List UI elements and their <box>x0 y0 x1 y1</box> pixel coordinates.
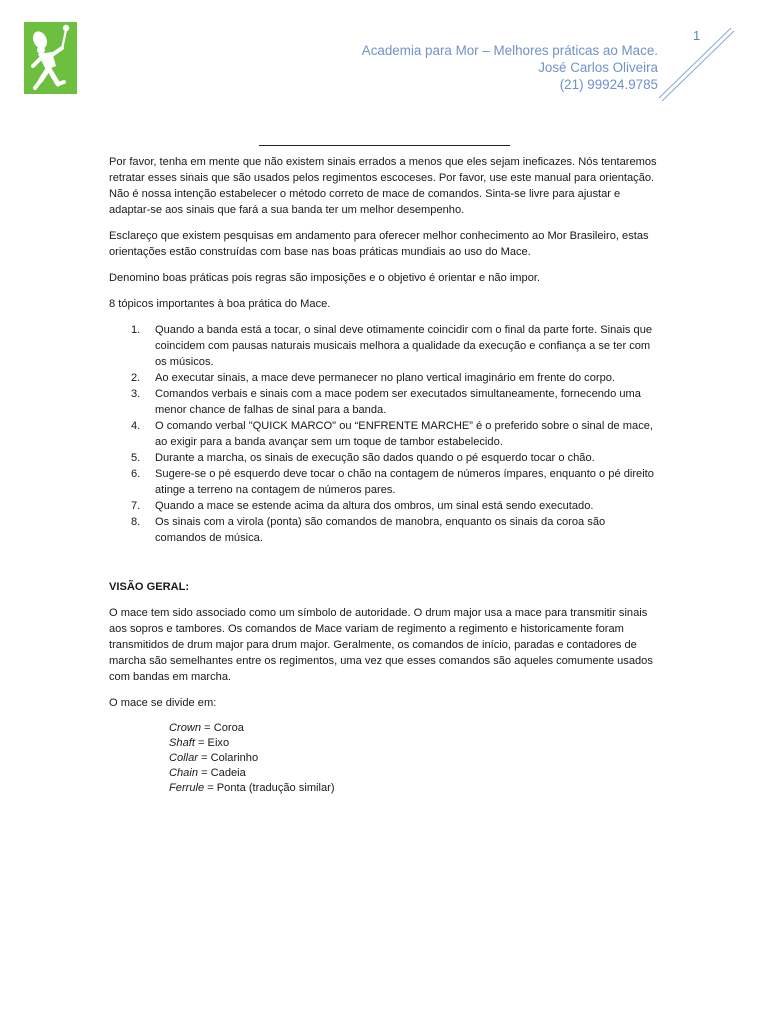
drum-major-figure-icon <box>24 22 77 94</box>
list-item-text: Comandos verbais e sinais com a mace podem ser executados simultaneamente, fornecendo uma menor chance de falhas de sinal para a banda. <box>155 388 641 416</box>
list-item <box>109 466 657 498</box>
part-meaning: = Eixo <box>194 737 230 749</box>
list-number: 5. <box>131 452 141 464</box>
intro-paragraph-3: Denomino boas práticas pois regras são imposições e o objetivo é orientar e não impor. <box>109 272 541 284</box>
list-number: 1. <box>131 324 141 336</box>
list-item <box>109 498 657 514</box>
list-number: 2. <box>131 372 141 384</box>
part-meaning: = Colarinho <box>197 752 259 764</box>
list-item <box>109 736 657 751</box>
list-item <box>109 766 657 781</box>
list-item <box>109 418 657 450</box>
mace-parts-list <box>109 721 657 796</box>
part-meaning: = Coroa <box>201 722 244 734</box>
list-item <box>109 322 657 370</box>
list-item-text: Sugere-se o pé esquerdo deve tocar o chão na contagem de números ímpares, enquanto o pé direito atinge a terreno na contagem de números pares. <box>155 468 654 496</box>
list-item-text: Ao executar sinais, a mace deve permanecer no plano vertical imaginário em frente do corpo. <box>155 372 616 384</box>
list-item-text: Quando a mace se estende acima da altura dos ombros, um sinal está sendo executado. <box>155 500 594 512</box>
overview-title: VISÃO GERAL: <box>109 581 190 593</box>
part-term: Crown <box>169 722 202 734</box>
list-item <box>109 514 657 546</box>
list-item <box>109 386 657 418</box>
part-term: Collar <box>169 752 198 764</box>
intro-paragraph-2: Esclareço que existem pesquisas em andamento para oferecer melhor conhecimento ao Mor Brasileiro, estas orientações estão construídas com base nas boas práticas mundiais ao uso do Mace. <box>109 230 649 258</box>
overview-text: O mace tem sido associado como um símbolo de autoridade. O drum major usa a mace para transmitir sinais aos sopros e tambores. Os comandos de Mace variam de regimento a regimento e historicamente foram transmitidos de drum major para drum major. Geralmente, os comandos de início, paradas e contadores de marcha são semelhantes entre os regimentos, uma vez que esses comandos são aqueles comumente usados com bandas em marcha. <box>109 607 653 683</box>
list-number: 8. <box>131 516 141 528</box>
list-number: 3. <box>131 388 141 400</box>
corner-decoration-lines <box>655 24 740 102</box>
part-meaning: = Cadeia <box>198 767 246 779</box>
list-number: 6. <box>131 468 141 480</box>
page-number: 1 <box>693 28 701 43</box>
topics-list <box>109 322 657 546</box>
list-number: 4. <box>131 420 141 432</box>
part-term: Shaft <box>169 737 195 749</box>
list-item <box>109 450 657 466</box>
part-term: Chain <box>169 767 198 779</box>
document-body <box>109 154 657 796</box>
document-header <box>362 42 658 93</box>
drum-major-mace-logo-icon <box>24 22 77 94</box>
list-item <box>109 751 657 766</box>
topics-heading: 8 tópicos importantes à boa prática do Mace. <box>109 298 331 310</box>
list-item-text: Quando a banda está a tocar, o sinal deve otimamente coincidir com o final da parte forte. Sinais que coincidem com pausas naturais musicais melhora a qualidade da execução e confiança a se ter com os músicos. <box>155 324 653 368</box>
document-title: Academia para Mor – Melhores práticas ao Mace. <box>361 43 658 58</box>
parts-intro: O mace se divide em: <box>109 697 217 709</box>
list-item-text: Durante a marcha, os sinais de execução são dados quando o pé esquerdo tocar o chão. <box>155 452 595 464</box>
list-item-text: O comando verbal "QUICK MARCO" ou “ENFRENTE MARCHE” é o preferido sobre o sinal de mace, ao exigir para a banda avançar sem um toque de tambor estabelecido. <box>155 420 654 448</box>
list-item <box>109 781 657 796</box>
part-meaning: = Ponta (tradução similar) <box>204 782 335 794</box>
spacer <box>109 556 657 579</box>
part-term: Ferrule <box>169 782 205 794</box>
list-item-text: Os sinais com a virola (ponta) são comandos de manobra, enquanto os sinais da coroa são comandos de música. <box>155 516 606 544</box>
list-number: 7. <box>131 500 141 512</box>
intro-paragraph-1: Por favor, tenha em mente que não existem sinais errados a menos que eles sejam ineficazes. Nós tentaremos retratar esses sinais que são usados pelos regimentos escoceses. Por favor, use este manual para orientação. Não é nossa intenção estabelecer o método correto de mace de comandos. Sinta-se livre para ajustar e adaptar-se aos sinais que fará a sua banda ter um melhor desempenho. <box>109 156 657 216</box>
list-item <box>109 370 657 386</box>
author-phone: (21) 99924.9785 <box>559 77 658 92</box>
author-name: José Carlos Oliveira <box>538 60 658 75</box>
horizontal-rule <box>259 145 510 146</box>
list-item <box>109 721 657 736</box>
